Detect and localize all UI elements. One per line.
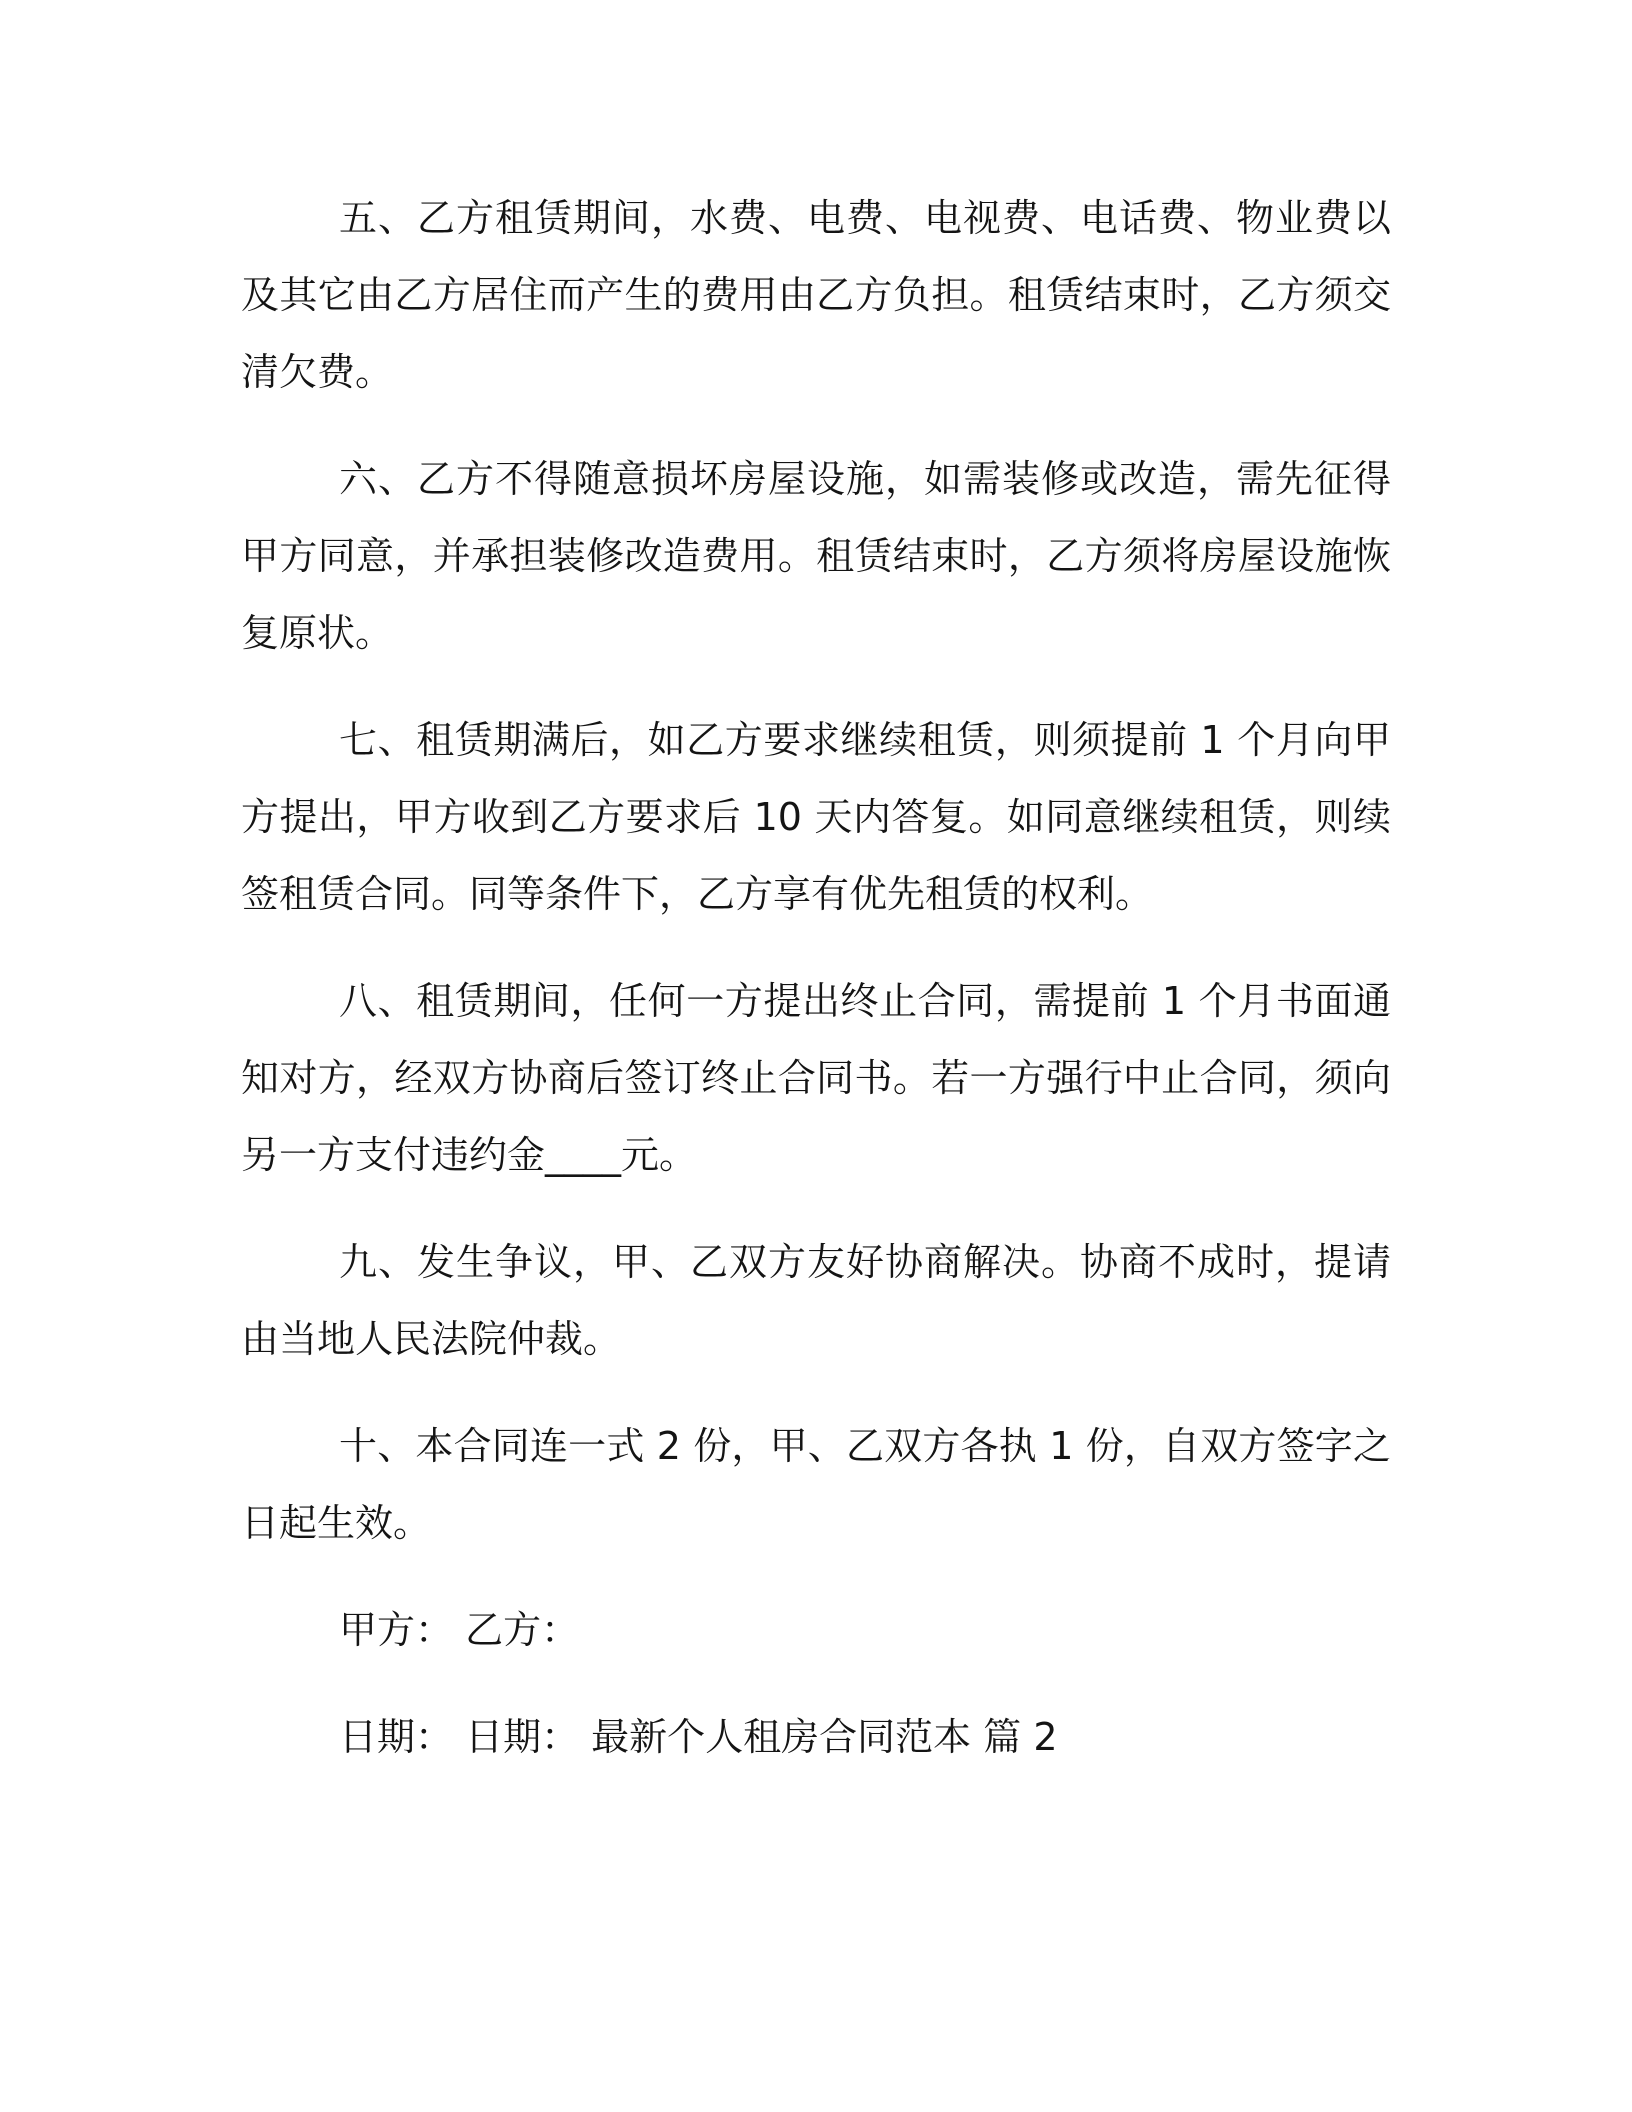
clause-9: 九、发生争议，甲、乙双方友好协商解决。协商不成时，提请由当地人民法院仲裁。: [241, 1240, 1391, 1361]
document-body: [241, 180, 1391, 1776]
clause-5: 五、乙方租赁期间，水费、电费、电视费、电话费、物业费以及其它由乙方居住而产生的费用由乙方负担。租赁结束时，乙方须交清欠费。: [241, 196, 1391, 394]
signature-line: 甲方： 乙方：: [339, 1608, 580, 1652]
clause-6: 六、乙方不得随意损坏房屋设施，如需装修或改造，需先征得甲方同意，并承担装修改造费用。租赁结束时，乙方须将房屋设施恢复原状。: [241, 457, 1391, 655]
clause-10: 十、本合同连一式 2 份，甲、乙双方各执 1 份，自双方签字之日起生效。: [241, 1424, 1391, 1545]
date-line: 日期： 日期： 最新个人租房合同范本 篇 2: [339, 1715, 1058, 1759]
clause-7: 七、租赁期满后，如乙方要求继续租赁，则须提前 1 个月向甲方提出，甲方收到乙方要求后 10 天内答复。如同意继续租赁，则续签租赁合同。同等条件下，乙方享有优先租赁的权利。: [241, 718, 1391, 916]
clause-8: 八、租赁期间，任何一方提出终止合同，需提前 1 个月书面通知对方，经双方协商后签订终止合同书。若一方强行中止合同，须向另一方支付违约金____元。: [241, 979, 1391, 1177]
